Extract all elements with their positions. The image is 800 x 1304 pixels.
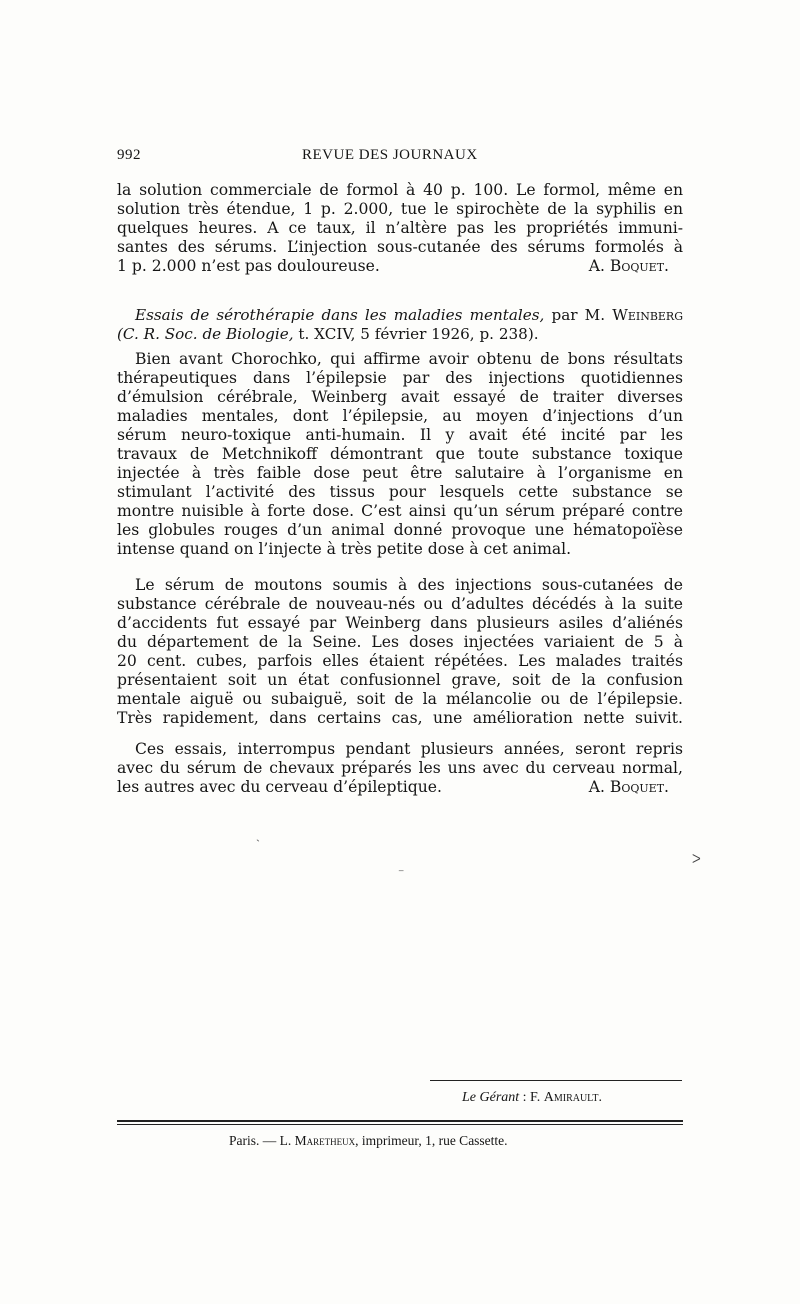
text-line: 20 cent. cubes, parfois elles étaient répétées. Les malades traités [117, 652, 683, 670]
article-title-line: Essais de sérothérapie dans les maladies mentales, par M. Weinberg [135, 306, 683, 324]
page-number: 992 [117, 147, 141, 163]
footer-rule-thin [117, 1124, 683, 1125]
text-line: injectée à très faible dose peut être salutaire à l’organisme en [117, 464, 683, 482]
text-line: Très rapidement, dans certains cas, une amélioration nette suivit. [117, 709, 683, 727]
text-line: thérapeutiques dans l’épilepsie par des injections quotidiennes [117, 369, 683, 387]
text-line: du département de la Seine. Les doses injectées variaient de 5 à [117, 633, 683, 651]
scan-speck: ⁻ [398, 866, 405, 880]
paragraph-2 [117, 576, 683, 728]
article-reference: (C. R. Soc. de Biologie, [117, 325, 294, 343]
article-heading [117, 306, 683, 344]
text-line: présentaient soit un état confusionnel grave, soit de la confusion [117, 671, 683, 689]
article-title: Essais de sérothérapie dans les maladies mentales, [135, 306, 545, 324]
text-line: quelques heures. A ce taux, il n’altère pas les propriétés immuni- [117, 219, 683, 237]
text-line: maladies mentales, dont l’épilepsie, au moyen d’injections d’un [117, 407, 683, 425]
text-line-content: les autres avec du cerveau d’épileptique. [117, 778, 442, 796]
text-line [117, 257, 683, 276]
printer-name: Maretheux [294, 1133, 356, 1148]
gerant-line: Le Gérant : F. Amirault. [462, 1090, 602, 1105]
previous-review-end [117, 181, 683, 276]
paragraph-1 [117, 350, 683, 559]
gerant-rule [430, 1080, 682, 1081]
imprint-line: Paris. — L. Maretheux, imprimeur, 1, rue Cassette. [229, 1133, 508, 1148]
text-line: les globules rouges d’un animal donné provoque une hématopoïèse [117, 521, 683, 539]
text-line: d’émulsion cérébrale, Weinberg avait essayé de traiter diverses [117, 388, 683, 406]
text-line: la solution commerciale de formol à 40 p. 100. Le formol, même en [117, 181, 683, 199]
text-line-content: 1 p. 2.000 n’est pas douloureuse. [117, 257, 380, 275]
text-line [117, 778, 683, 797]
scan-speck: ᐳ [692, 852, 701, 866]
gerant-label: Le Gérant [462, 1090, 520, 1105]
text-line: stimulant l’activité des tissus pour lesquels cette substance se [117, 483, 683, 501]
text-line: substance cérébrale de nouveau-nés ou d’adultes décédés à la suite [117, 595, 683, 613]
text-line: montre nuisible à forte dose. C’est ainsi qu’un sérum préparé contre [117, 502, 683, 520]
running-title: REVUE DES JOURNAUX [302, 147, 478, 163]
text-line: travaux de Metchnikoff démontrant que toute substance toxique [117, 445, 683, 463]
text-line: d’accidents fut essayé par Weinberg dans plusieurs asiles d’aliénés [117, 614, 683, 632]
text-line: intense quand on l’injecte à très petite dose à cet animal. [117, 540, 572, 558]
scan-speck: ˏ [256, 828, 260, 842]
footer-rule-thick [117, 1120, 683, 1122]
text-line: solution très étendue, 1 p. 2.000, tue le spirochète de la syphilis en [117, 200, 683, 218]
text-line: Le sérum de moutons soumis à des injections sous-cutanées de [135, 576, 683, 594]
text-line: avec du sérum de chevaux préparés les uns avec du cerveau normal, [117, 759, 683, 777]
text-line: Ces essais, interrompus pendant plusieurs années, seront repris [135, 740, 683, 758]
text-line: sérum neuro-toxique anti-humain. Il y avait été incité par les [117, 426, 683, 444]
article-reference-line: (C. R. Soc. de Biologie, t. XCIV, 5 février 1926, p. 238). [117, 325, 539, 343]
article-author: Weinberg [612, 306, 683, 324]
signature: A. Boquet. [588, 257, 669, 275]
gerant-name: Amirault. [543, 1090, 602, 1105]
paragraph-3 [117, 740, 683, 797]
running-header [117, 147, 683, 167]
text-line: santes des sérums. L’injection sous-cutanée des sérums formolés à [117, 238, 683, 256]
signature: A. Boquet. [588, 778, 669, 796]
text-line: Bien avant Chorochko, qui affirme avoir obtenu de bons résultats [135, 350, 683, 368]
text-line: mentale aiguë ou subaiguë, soit de la mélancolie ou de l’épilepsie. [117, 690, 683, 708]
